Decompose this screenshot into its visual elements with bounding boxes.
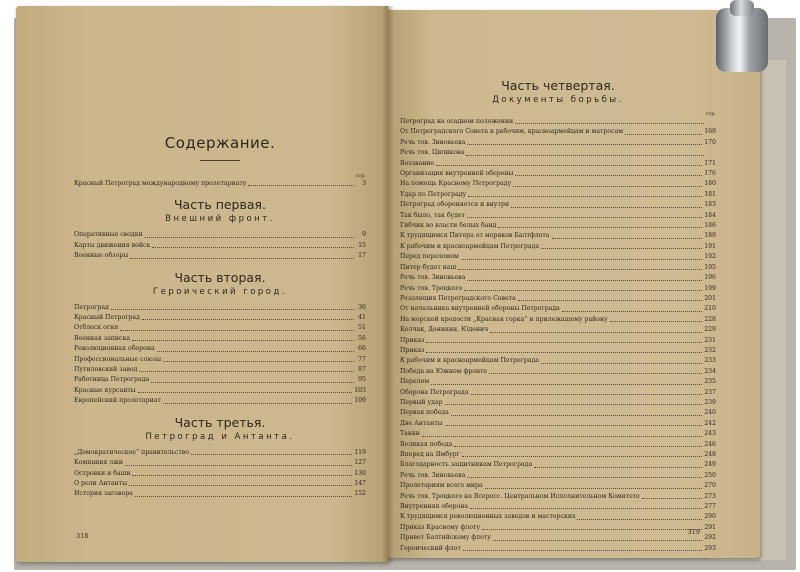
toc-entry-text: Оперативные сводки	[74, 231, 143, 239]
toc-row	[400, 356, 716, 366]
toc-entry-text: Речь тов. Зиновьева	[400, 138, 466, 146]
leader-dots	[111, 308, 354, 310]
toc-entry-page: 127	[354, 459, 366, 467]
toc-entry-page: 239	[704, 398, 716, 406]
leader-dots	[152, 246, 354, 248]
toc-row	[400, 481, 716, 491]
leader-dots	[463, 549, 702, 551]
toc-entry-page: 292	[704, 534, 716, 542]
toc-row	[74, 489, 366, 499]
part-subtitle: Петроград и Антанта.	[145, 431, 295, 442]
toc-row	[74, 458, 366, 468]
toc-row	[400, 533, 716, 543]
leader-dots	[163, 360, 354, 362]
leader-dots	[191, 453, 352, 455]
weight-body	[716, 8, 768, 72]
leader-dots	[445, 424, 703, 426]
toc-row	[400, 221, 716, 231]
toc-entry-page: 87	[358, 366, 366, 374]
toc-entry-text: О роли Антанты	[74, 479, 128, 487]
leader-dots	[142, 318, 354, 320]
toc-entry-text: К трудящимся Питера от моряков Балтфлота	[400, 232, 550, 240]
toc-entry-page: 293	[704, 544, 716, 552]
leader-dots	[248, 184, 354, 186]
toc-entry-text: Оборона Петрограда	[400, 388, 469, 396]
toc-entry-page: 291	[704, 523, 716, 531]
toc-entry-text: Танки	[400, 430, 420, 438]
toc-entry-text: Вперед на Ямбург	[400, 451, 460, 458]
page-number-right: 319	[687, 528, 700, 536]
toc-entry-text: Компания лжи	[74, 459, 124, 467]
toc-row	[74, 355, 366, 365]
toc-entries-right	[400, 117, 716, 554]
toc-entry-text: Революционная оборона	[74, 345, 155, 353]
toc-entry-page: 95	[358, 376, 366, 384]
toc-entry-page: 270	[704, 482, 716, 490]
left-page	[16, 6, 388, 562]
toc-entry-page: 246	[704, 440, 716, 448]
toc-row	[400, 408, 716, 418]
toc-entry-page: 186	[704, 222, 716, 230]
toc-entry-text: Великая победа	[400, 440, 453, 448]
leader-dots	[464, 289, 702, 291]
leader-dots	[132, 339, 354, 341]
toc-entry-page: 229	[704, 326, 716, 334]
leader-dots	[468, 195, 702, 197]
toc-entry-text: Карты движения войск	[74, 241, 151, 249]
toc-row	[400, 377, 716, 387]
toc-entry-text: История заговора	[74, 490, 133, 498]
toc-row	[400, 117, 716, 127]
leader-dots	[471, 393, 703, 395]
leader-dots	[470, 507, 702, 509]
leader-dots	[515, 122, 704, 124]
page-column-head: стр.	[705, 111, 716, 117]
toc-entry-text: Петроград	[74, 303, 109, 311]
toc-entry-page: 201	[704, 294, 716, 302]
leader-dots	[145, 236, 354, 238]
toc-row	[400, 544, 716, 554]
toc-entry-text: Приказ	[400, 336, 425, 344]
toc-entry-text: Героический флот	[400, 544, 461, 552]
toc-entry-text: Профессиональные союзы	[74, 355, 162, 363]
toc-row	[400, 127, 716, 137]
toc-row	[400, 450, 716, 460]
toc-row	[400, 294, 716, 304]
leader-dots	[120, 329, 354, 331]
toc-entry-page: 250	[704, 471, 716, 479]
leader-dots	[577, 518, 702, 520]
open-book	[16, 6, 760, 562]
toc-row	[74, 251, 366, 261]
toc-entry-page: 171	[704, 159, 716, 167]
toc-entry-page: 210	[704, 305, 716, 313]
page-column-head: стр.	[355, 173, 366, 179]
toc-entry-page: 196	[704, 274, 716, 282]
toc-entry-page: 290	[704, 513, 716, 521]
toc-entry-text: На помощь Красному Петрограду	[400, 180, 512, 188]
part-subtitle: Внешний фронт.	[165, 214, 275, 225]
toc-entry-page: 109	[354, 397, 366, 405]
toc-entry-text: Перелом	[400, 378, 430, 386]
part-four-subtitle: Документы борьбы.	[492, 95, 624, 105]
part-subtitle: Героический город.	[152, 286, 288, 297]
toc-entry-text: Гибчик во власти белых банд	[400, 222, 497, 230]
toc-entry-text: Красный Петроград	[74, 314, 140, 322]
toc-entry-text: Воззвание	[400, 159, 435, 167]
toc-row	[74, 334, 366, 344]
toc-row	[400, 242, 716, 252]
toc-entry-page: 77	[358, 355, 366, 363]
toc-entry-text: К рабочим и красноармейцам Петрограда	[400, 357, 540, 365]
leader-dots	[485, 487, 703, 489]
toc-entry-text: Речь тов. Троцкого на Всеросс. Центральном Исполнительном Комитете	[400, 492, 640, 500]
toc-entry-text: Привет Балтийскому флоту	[400, 534, 491, 542]
weight-knob	[730, 0, 754, 16]
leader-dots	[467, 143, 702, 145]
toc-entry-text: Красные курсанты	[74, 386, 136, 394]
toc-entry-page: 176	[704, 170, 716, 178]
toc-entry-page: 189	[704, 232, 716, 240]
leader-dots	[610, 320, 702, 322]
toc-entry-text: Работница Петрограда	[74, 376, 150, 384]
toc-row	[74, 448, 366, 458]
leader-dots	[445, 403, 703, 405]
toc-entry-page: 237	[704, 388, 716, 396]
toc-entry-page: 119	[354, 448, 366, 456]
toc-entry-text: На морской крепости „Красная горка“ и прилежащему району	[400, 315, 608, 323]
toc-entry-page: 234	[704, 367, 716, 375]
toc-entry-page: 248	[704, 451, 716, 458]
toc-entry-page: 240	[704, 409, 716, 417]
toc-entry-page: 15	[358, 241, 366, 249]
toc-row	[400, 512, 716, 522]
toc-entry-page: 170	[704, 138, 716, 146]
toc-entry-text: Военная записка	[74, 334, 131, 342]
part-title: Часть третья.	[174, 414, 266, 430]
toc-row	[400, 169, 716, 179]
toc-entry-page: 103	[354, 386, 366, 394]
leader-dots	[534, 466, 702, 468]
toc-entry-page: 232	[704, 346, 716, 354]
toc-row	[74, 230, 366, 240]
toc-entry-text: К трудящимся революционных заводов и мастерских	[400, 513, 576, 521]
toc-row	[400, 159, 716, 169]
toc-row	[400, 388, 716, 398]
leader-dots	[132, 474, 352, 476]
toc-entry-text: Приказ Красному флоту	[400, 523, 481, 531]
toc-entry-text: Военные обзоры	[74, 252, 129, 260]
toc-row	[400, 231, 716, 241]
toc-row	[400, 346, 716, 356]
toc-entry-text: Красный Петроград международному пролетариату	[74, 180, 247, 187]
leader-dots	[511, 206, 702, 208]
toc-entry-text: Отблеск огня	[74, 324, 119, 332]
toc-entry-page: 235	[704, 378, 716, 386]
toc-entry-page: 181	[704, 190, 716, 198]
toc-entry-page: 180	[704, 180, 716, 188]
toc-entry-page: 243	[704, 430, 716, 438]
toc-row	[74, 344, 366, 354]
toc-entry-page: 41	[358, 314, 366, 322]
leader-dots	[625, 133, 702, 135]
toc-entry-page: 273	[704, 492, 716, 500]
toc-row	[400, 284, 716, 294]
page-number-left: 318	[76, 532, 89, 540]
toc-row	[400, 200, 716, 210]
leader-dots	[163, 402, 352, 404]
toc-entry-page: 17	[358, 252, 366, 260]
leader-dots	[541, 247, 702, 249]
leader-dots	[515, 174, 702, 176]
leader-dots	[562, 310, 702, 312]
toc-entry-page: 51	[358, 324, 366, 332]
toc-entry-text: Речь тов. Циликова	[400, 149, 465, 157]
leader-dots	[462, 455, 702, 457]
leader-dots	[490, 331, 702, 333]
toc-entry-text: Благодарность защитникам Петрограда	[400, 461, 533, 469]
toc-row	[400, 211, 716, 221]
toc-entry-text: Резолюция Петроградского Совета	[400, 294, 516, 302]
toc-row	[74, 386, 366, 396]
toc-row	[400, 523, 716, 533]
leader-dots	[422, 435, 702, 437]
leader-dots	[467, 216, 702, 218]
toc-row	[400, 440, 716, 450]
leader-dots	[467, 476, 702, 478]
toc-entry-text: Колчак, Деникин, Юденич	[400, 326, 489, 334]
leader-dots	[541, 362, 702, 364]
leader-dots	[482, 528, 702, 530]
leader-dots	[498, 226, 702, 228]
leader-dots	[493, 539, 702, 541]
toc-row	[74, 241, 366, 251]
toc-entry-page: 249	[704, 461, 716, 469]
leader-dots	[426, 341, 702, 343]
toc-entry-text: Удар по Петрограду	[400, 190, 467, 198]
toc-row	[400, 492, 716, 502]
toc-entry-text: Островки и баши	[74, 469, 131, 477]
metal-weight	[712, 0, 772, 80]
leader-dots	[518, 299, 702, 301]
toc-entry-page: 130	[354, 469, 366, 477]
book-spine	[382, 6, 394, 562]
toc-entry-text: Победа на Южном фронте	[400, 367, 488, 375]
toc-row	[74, 313, 366, 323]
toc-row	[400, 304, 716, 314]
toc-entry-page: 199	[704, 284, 716, 292]
leader-dots	[151, 381, 354, 383]
toc-row	[400, 315, 716, 325]
toc-row	[74, 479, 366, 489]
toc-row	[74, 365, 366, 375]
toc-row	[400, 367, 716, 377]
toc-entry-page: 192	[704, 253, 716, 261]
leader-dots	[436, 164, 702, 166]
part-title: Часть вторая.	[174, 269, 266, 285]
leader-dots	[467, 279, 702, 281]
toc-entry-text: Питер будет наш	[400, 263, 457, 271]
toc-row	[400, 325, 716, 335]
toc-entry-page: 66	[358, 345, 366, 353]
leader-dots	[461, 258, 702, 260]
leader-dots	[466, 154, 704, 156]
toc-entry-page: 152	[354, 490, 366, 498]
leader-dots	[552, 237, 703, 239]
leader-dots	[129, 484, 352, 486]
toc-entry-page: 3	[362, 180, 366, 187]
leader-dots	[157, 350, 354, 352]
leader-dots	[135, 495, 352, 497]
contents-title: Содержание.	[164, 134, 276, 152]
toc-entry-text: От Петроградского Совета к рабочим, красноармейцам и матросам	[400, 128, 624, 136]
toc-row	[74, 303, 366, 313]
toc-entry-text: Путиловский завод	[74, 366, 138, 374]
toc-entry-page: 242	[704, 419, 716, 427]
toc-entry-page: 56	[358, 334, 366, 342]
toc-entry-page: 183	[704, 201, 716, 209]
toc-row	[400, 190, 716, 200]
toc-parts	[74, 197, 366, 499]
toc-entry-page: 231	[704, 336, 716, 344]
toc-entry-text: От начальника внутренней обороны Петрограда	[400, 305, 560, 313]
leader-dots	[125, 464, 352, 466]
leader-dots	[642, 497, 702, 499]
toc-entry-text: Речь тов. Зиновьева	[400, 471, 466, 479]
toc-row	[400, 502, 716, 512]
leader-dots	[513, 185, 702, 187]
toc-row	[400, 148, 716, 158]
toc-entry-page: 233	[704, 357, 716, 365]
toc-row	[74, 469, 366, 479]
toc-row	[74, 396, 366, 406]
toc-row	[400, 398, 716, 408]
toc-row	[400, 460, 716, 470]
toc-entry-page: 169	[704, 128, 716, 136]
leader-dots	[431, 383, 702, 385]
toc-entry-text: Первая победа	[400, 409, 449, 417]
leader-dots	[426, 351, 702, 353]
toc-entry-text: Внутренняя оборона	[400, 503, 469, 511]
toc-entry-text: Организация внутренней обороны	[400, 170, 514, 178]
toc-entry-page: 191	[704, 242, 716, 250]
toc-row	[74, 323, 366, 333]
toc-entry-page: 9	[362, 231, 366, 239]
toc-row	[400, 471, 716, 481]
toc-entry-page: 184	[704, 211, 716, 219]
toc-entry-text: Петроград обороняется и внутри	[400, 201, 509, 209]
toc-entry-page: 195	[704, 263, 716, 271]
leader-dots	[138, 391, 353, 393]
toc-row	[400, 179, 716, 189]
toc-entry-text: Европейский пролетариат	[74, 397, 161, 405]
toc-row	[400, 429, 716, 439]
toc-entry-text: Первый удар	[400, 398, 443, 406]
leader-dots	[489, 372, 702, 374]
toc-row	[400, 419, 716, 429]
part-title: Часть первая.	[173, 197, 267, 213]
toc-entry-text: Речь тов. Троцкого	[400, 284, 463, 292]
toc-row	[400, 138, 716, 148]
toc-entry-text: „Демократическое“ правительство	[74, 448, 189, 456]
toc-entry-page: 147	[354, 479, 366, 487]
part-four-title: Часть четвертая.	[501, 78, 615, 93]
right-page	[388, 10, 760, 558]
leader-dots	[139, 370, 354, 372]
toc-entry-page: 36	[358, 303, 366, 311]
toc-entry-text: Перед переломом	[400, 253, 459, 261]
toc-row	[400, 263, 716, 273]
title-rule	[200, 160, 240, 161]
leader-dots	[451, 414, 702, 416]
toc-entry-page: 228	[704, 315, 716, 323]
toc-row	[400, 252, 716, 262]
toc-entry-text: Петроград на осадном положении	[400, 118, 514, 125]
leader-dots	[130, 257, 354, 259]
toc-entry-text: Пролетариям всего мира	[400, 482, 483, 490]
toc-entry-text: Речь тов. Зиновьева	[400, 274, 466, 282]
leader-dots	[454, 445, 702, 447]
leader-dots	[458, 268, 702, 270]
toc-entry-text: К рабочим и красноармейцам Петрограда	[400, 242, 540, 250]
toc-entry-text: Так было, так будет	[400, 211, 466, 219]
toc-row	[400, 336, 716, 346]
toc-entry-text: Приказ	[400, 346, 425, 354]
toc-row	[74, 375, 366, 385]
toc-entry-page: 277	[704, 503, 716, 511]
toc-entry-text: Две Антанты	[400, 419, 443, 427]
toc-row	[400, 273, 716, 283]
toc-intro-row	[74, 179, 366, 189]
